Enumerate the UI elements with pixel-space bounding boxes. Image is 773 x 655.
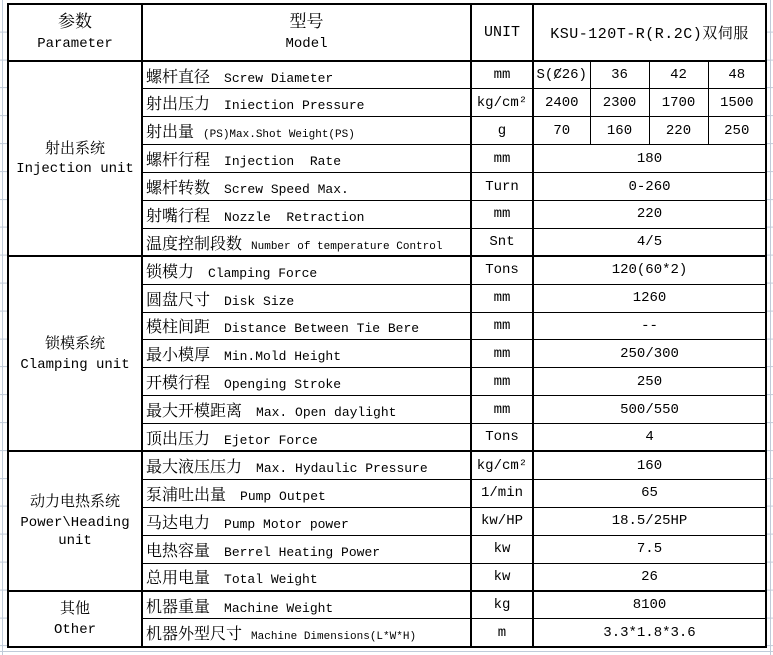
unit-cell: kw/HP xyxy=(471,507,533,535)
param-label-en: Number of temperature Control xyxy=(251,240,443,253)
value-cell: 26 xyxy=(533,563,766,591)
left-gridline xyxy=(2,0,3,655)
group-name-en: Clamping unit xyxy=(20,356,130,373)
param-label-en: Iniection Pressure xyxy=(224,98,365,114)
param-label-en: Min.Mold Height xyxy=(224,349,342,365)
unit-cell: mm xyxy=(471,61,533,89)
param-label-zh: 射出量 xyxy=(146,124,195,143)
param-label xyxy=(142,368,471,396)
group-name-zh: 射出系统 xyxy=(44,140,105,158)
param-label-zh: 顶出压力 xyxy=(146,430,211,449)
param-label-en: Total Weight xyxy=(224,572,318,588)
value-cell: 500/550 xyxy=(533,396,766,424)
value-cell: 220 xyxy=(649,117,708,145)
param-label-zh: 射嘴行程 xyxy=(146,207,211,226)
param-label xyxy=(142,312,471,340)
param-label-en: Machine Weight xyxy=(224,600,334,616)
param-label-en: Max. Open daylight xyxy=(256,405,397,421)
param-label xyxy=(142,479,471,507)
param-label xyxy=(142,200,471,228)
value-cell: 18.5/25HP xyxy=(533,507,766,535)
param-label-zh: 最大液压压力 xyxy=(146,459,243,478)
param-label xyxy=(142,228,471,256)
param-label-en: (PS)Max.Shot Weight(PS) xyxy=(203,129,355,142)
group-cell-power-heading-unit xyxy=(8,451,142,590)
param-label-en: Ejetor Force xyxy=(224,432,318,448)
param-label xyxy=(142,591,471,619)
param-label xyxy=(142,340,471,368)
group-cell-other xyxy=(8,591,142,647)
value-cell: 8100 xyxy=(533,591,766,619)
param-label xyxy=(142,256,471,284)
unit-cell: kg/cm² xyxy=(471,89,533,117)
value-cell: 70 xyxy=(533,117,590,145)
param-label-zh: 最大开模距离 xyxy=(146,403,243,422)
value-cell: 250/300 xyxy=(533,340,766,368)
header-model-zh: 型号 xyxy=(289,13,324,33)
unit-cell: mm xyxy=(471,312,533,340)
header-model-value: KSU-120T-R(R.2C)双伺服 xyxy=(533,4,766,61)
unit-cell: mm xyxy=(471,284,533,312)
value-cell: 160 xyxy=(533,451,766,479)
param-label xyxy=(142,117,471,145)
param-label xyxy=(142,89,471,117)
param-label xyxy=(142,619,471,647)
param-label-en: Berrel Heating Power xyxy=(224,544,381,560)
value-cell: 160 xyxy=(590,117,649,145)
unit-cell: mm xyxy=(471,200,533,228)
unit-cell: kw xyxy=(471,563,533,591)
unit-cell: Snt xyxy=(471,228,533,256)
param-label-en: Machine Dimensions(L*W*H) xyxy=(251,631,417,643)
param-label xyxy=(142,173,471,201)
header-parameter xyxy=(8,4,142,61)
value-cell: 1700 xyxy=(649,89,708,117)
param-label-zh: 温度控制段数 xyxy=(146,235,243,254)
header-parameter-en: Parameter xyxy=(37,35,113,52)
value-cell: 2300 xyxy=(590,89,649,117)
param-label-zh: 开模行程 xyxy=(146,375,211,394)
param-label-en: Distance Between Tie Bere xyxy=(224,321,420,337)
unit-cell: kg xyxy=(471,591,533,619)
value-cell: 65 xyxy=(533,479,766,507)
value-cell: 4/5 xyxy=(533,228,766,256)
unit-cell: kw xyxy=(471,535,533,563)
value-cell: 220 xyxy=(533,200,766,228)
header-row xyxy=(8,4,766,61)
group-cell-injection-unit xyxy=(8,61,142,256)
param-label-zh: 螺杆转数 xyxy=(146,180,211,198)
param-label-zh: 圆盘尺寸 xyxy=(146,291,211,310)
param-label xyxy=(142,535,471,563)
table-row xyxy=(8,591,766,619)
group-name-zh: 其他 xyxy=(59,600,90,618)
param-label xyxy=(142,61,471,89)
table-row xyxy=(8,451,766,479)
param-label-en: Openging Stroke xyxy=(224,377,342,393)
table-row xyxy=(8,256,766,284)
group-name-zh: 动力电热系统 xyxy=(29,494,120,512)
right-gridline xyxy=(770,0,771,655)
header-parameter-zh: 参数 xyxy=(58,13,92,33)
value-cell: 0-260 xyxy=(533,173,766,201)
unit-cell: Tons xyxy=(471,424,533,452)
param-label-en: Injection Rate xyxy=(224,154,342,170)
param-label xyxy=(142,145,471,173)
value-cell: 250 xyxy=(708,117,766,145)
unit-cell: Tons xyxy=(471,256,533,284)
unit-cell: m xyxy=(471,619,533,647)
group-name-zh: 锁模系统 xyxy=(44,335,105,353)
param-label-zh: 电热容量 xyxy=(146,542,211,561)
param-label xyxy=(142,563,471,591)
value-cell: 180 xyxy=(533,145,766,173)
unit-cell: mm xyxy=(471,368,533,396)
param-label-zh: 最小模厚 xyxy=(146,347,211,366)
param-label-en: Clamping Force xyxy=(208,265,318,281)
group-name-en: Power\Heading unit xyxy=(20,514,130,550)
unit-cell: g xyxy=(471,117,533,145)
param-label-en: Max. Hydaulic Pressure xyxy=(256,461,428,477)
param-label xyxy=(142,396,471,424)
spec-table-body xyxy=(8,61,766,647)
param-label-zh: 马达电力 xyxy=(146,514,211,533)
header-model-en: Model xyxy=(285,35,328,52)
value-cell: 2400 xyxy=(533,89,590,117)
value-cell: 3.3*1.8*3.6 xyxy=(533,619,766,647)
group-cell-clamping-unit xyxy=(8,256,142,451)
param-label-en: Screw Diameter xyxy=(224,70,334,86)
param-label-zh: 螺杆直径 xyxy=(146,68,211,87)
unit-cell: mm xyxy=(471,396,533,424)
value-cell: 7.5 xyxy=(533,535,766,563)
param-label-zh: 机器重量 xyxy=(146,598,211,617)
value-cell: 120(60*2) xyxy=(533,256,766,284)
param-label-zh: 总用电量 xyxy=(146,570,211,589)
group-name-en: Injection unit xyxy=(16,161,134,178)
param-label-zh: 射出压力 xyxy=(146,96,211,115)
param-label-en: Screw Speed Max. xyxy=(224,182,349,197)
value-cell: 48 xyxy=(708,61,766,89)
param-label-zh: 锁模力 xyxy=(146,263,195,282)
unit-cell: 1/min xyxy=(471,479,533,507)
param-label-zh: 模柱间距 xyxy=(146,319,211,338)
unit-cell: Turn xyxy=(471,173,533,201)
param-label xyxy=(142,451,471,479)
unit-cell: mm xyxy=(471,145,533,173)
unit-cell: kg/cm² xyxy=(471,451,533,479)
param-label-en: Disk Size xyxy=(224,293,295,309)
group-name-en: Other xyxy=(53,621,96,638)
value-cell: -- xyxy=(533,312,766,340)
table-row xyxy=(8,61,766,89)
param-label xyxy=(142,284,471,312)
value-cell: 4 xyxy=(533,424,766,452)
value-cell: 1500 xyxy=(708,89,766,117)
param-label xyxy=(142,507,471,535)
value-cell: 1260 xyxy=(533,284,766,312)
param-label xyxy=(142,424,471,452)
header-unit: UNIT xyxy=(471,4,533,61)
header-model xyxy=(142,4,471,61)
spec-table xyxy=(7,3,767,648)
value-cell: 250 xyxy=(533,368,766,396)
param-label-en: Pump Outpet xyxy=(240,488,326,504)
value-cell: 42 xyxy=(649,61,708,89)
param-label-en: Pump Motor power xyxy=(224,516,349,532)
value-cell: S(Ȼ26) xyxy=(533,61,590,89)
param-label-en: Nozzle Retraction xyxy=(224,209,365,225)
value-cell: 36 xyxy=(590,61,649,89)
param-label-zh: 螺杆行程 xyxy=(146,152,211,171)
unit-cell: mm xyxy=(471,340,533,368)
bottom-gridline xyxy=(0,651,773,652)
param-label-zh: 机器外型尺寸 xyxy=(146,626,243,644)
param-label-zh: 泵浦吐出量 xyxy=(146,486,227,505)
